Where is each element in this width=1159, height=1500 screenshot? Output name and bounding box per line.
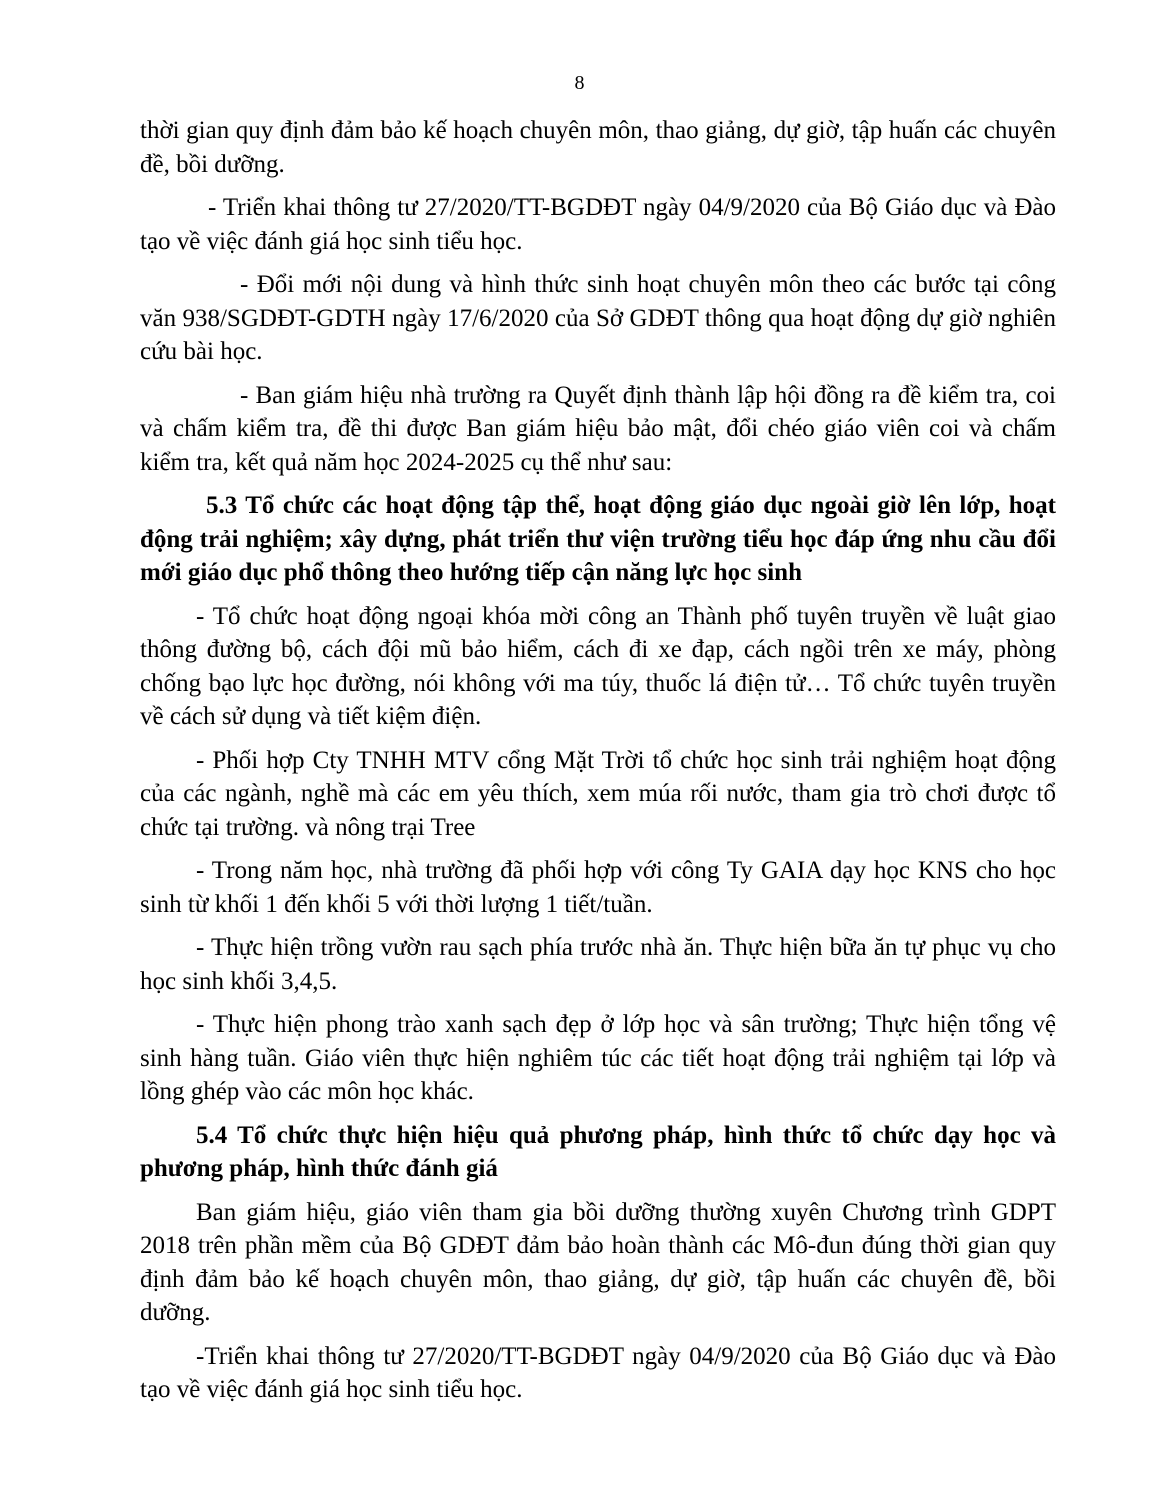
- section-heading-5-4: 5.4 Tổ chức thực hiện hiệu quả phương pháp, hình thức tổ chức dạy học và phương pháp, hình thức đánh giá: [140, 1121, 1056, 1182]
- paragraph-green-clean: - Thực hiện phong trào xanh sạch đẹp ở lớp học và sân trường; Thực hiện tổng vệ sinh hàng tuần. Giáo viên thực hiện nghiêm túc các tiết hoạt động trải nghiệm tại lớp và lồng ghép vào các môn học khác.: [140, 1011, 1056, 1105]
- paragraph-training-gdpt: Ban giám hiệu, giáo viên tham gia bồi dưỡng thường xuyên Chương trình GDPT 2018 trên phần mềm của Bộ GDĐT đảm bảo hoàn thành các Mô-đun đúng thời gian quy định đảm bảo kế hoạch chuyên môn, thao giảng, dự giờ, tập huấn các chuyên đề, bồi dưỡng.: [140, 1198, 1056, 1326]
- paragraph-professional-activities: - Đổi mới nội dung và hình thức sinh hoạt chuyên môn theo các bước tại công văn 938/SGDĐT-GDTH ngày 17/6/2020 của Sở GDĐT thông qua hoạt động dự giờ nghiên cứu bài học.: [140, 271, 1056, 365]
- paragraph-exam-council: - Ban giám hiệu nhà trường ra Quyết định thành lập hội đồng ra đề kiểm tra, coi và chấm kiểm tra, đề thi được Ban giám hiệu bảo mật, đổi chéo giáo viên coi và chấm kiểm tra, kết quả năm học 2024-2025 cụ thể như sau:: [140, 381, 1056, 476]
- document-body: [140, 114, 1056, 1407]
- paragraph-extracurricular: - Tổ chức hoạt động ngoại khóa mời công an Thành phố tuyên truyền về luật giao thông đường bộ, cách đội mũ bảo hiểm, cách đi xe đạp, cách ngồi trên xe máy, phòng chống bạo lực học đường, nói không với ma túy, thuốc lá điện tử… Tổ chức tuyên truyền về cách sử dụng và tiết kiệm điện.: [140, 602, 1056, 730]
- paragraph-vegetable-garden: - Thực hiện trồng vườn rau sạch phía trước nhà ăn. Thực hiện bữa ăn tự phục vụ cho học sinh khối 3,4,5.: [140, 934, 1056, 995]
- paragraph-continuation: thời gian quy định đảm bảo kế hoạch chuyên môn, thao giảng, dự giờ, tập huấn các chuyên đề, bồi dưỡng.: [140, 117, 1056, 178]
- paragraph-sun-gate-partnership: - Phối hợp Cty TNHH MTV cổng Mặt Trời tổ chức học sinh trải nghiệm hoạt động của các ngành, nghề mà các em yêu thích, xem múa rối nước, tham gia trò chơi được tổ chức tại trường. và nông trại Tree: [140, 746, 1056, 841]
- paragraph-circular-27-repeat: -Triển khai thông tư 27/2020/TT-BGDĐT ngày 04/9/2020 của Bộ Giáo dục và Đào tạo về việc đánh giá học sinh tiểu học.: [140, 1342, 1056, 1403]
- paragraph-gaia-life-skills: - Trong năm học, nhà trường đã phối hợp với công Ty GAIA dạy học KNS cho học sinh từ khối 1 đến khối 5 với thời lượng 1 tiết/tuần.: [140, 857, 1056, 918]
- page-number: 8: [574, 72, 585, 94]
- section-heading-5-3: 5.3 Tổ chức các hoạt động tập thể, hoạt động giáo dục ngoài giờ lên lớp, hoạt động trải nghiệm; xây dựng, phát triển thư viện trường tiểu học đáp ứng nhu cầu đổi mới giáo dục phổ thông theo hướng tiếp cận năng lực học sinh: [140, 492, 1056, 586]
- paragraph-circular-27: - Triển khai thông tư 27/2020/TT-BGDĐT ngày 04/9/2020 của Bộ Giáo dục và Đào tạo về việc đánh giá học sinh tiểu học.: [140, 194, 1056, 255]
